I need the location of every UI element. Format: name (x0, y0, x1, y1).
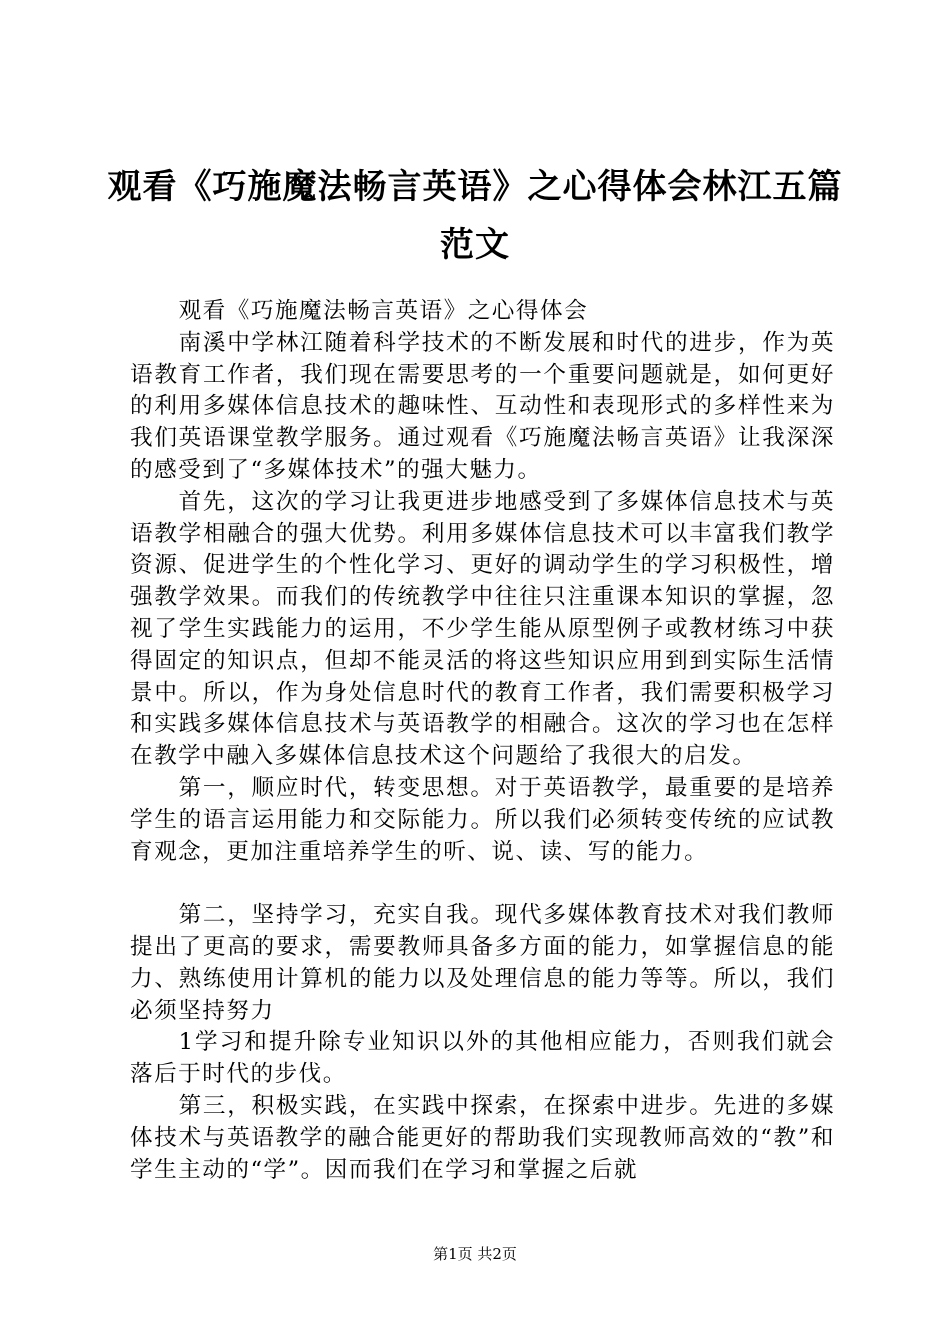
document-body (130, 296, 835, 1186)
intro-paragraph: 南溪中学林江随着科学技术的不断发展和时代的进步，作为英语教育工作者，我们现在需要思考的一个重要问题就是，如何更好的利用多媒体信息技术的趣味性、互动性和表现形式的多样性来为我们英语课堂教学服务。通过观看《巧施魔法畅言英语》让我深深的感受到了“多媒体技术”的强大魅力。 (130, 329, 835, 483)
point-three-paragraph: 第三，积极实践，在实践中探索，在探索中进步。先进的多媒体技术与英语教学的融合能更好的帮助我们实现教师高效的“教”和学生主动的“学”。因而我们在学习和掌握之后就 (130, 1092, 835, 1183)
page-footer: 第1页 共2页 (433, 1245, 517, 1263)
point-one-paragraph: 第一，顺应时代，转变思想。对于英语教学，最重要的是培养学生的语言运用能力和交际能力。所以我们必须转变传统的应试教育观念，更加注重培养学生的听、说、读、写的能力。 (130, 774, 835, 865)
blank-line (130, 868, 835, 900)
first-point-paragraph: 首先，这次的学习让我更进步地感受到了多媒体信息技术与英语教学相融合的强大优势。利用多媒体信息技术可以丰富我们教学资源、促进学生的个性化学习、更好的调动学生的学习积极性，增强教学效果。而我们的传统教学中往往只注重课本知识的掌握，忽视了学生实践能力的运用，不少学生能从原型例子或教材练习中获得固定的知识点，但却不能灵活的将这些知识应用到到实际生活情景中。所以，作为身处信息时代的教育工作者，我们需要积极学习和实践多媒体信息技术与英语教学的相融合。这次的学习也在怎样在教学中融入多媒体信息技术这个问题给了我很大的启发。 (130, 488, 835, 770)
point-two-continued-paragraph: 1学习和提升除专业知识以外的其他相应能力，否则我们就会落后于时代的步伐。 (130, 1029, 835, 1088)
point-two-paragraph: 第二，坚持学习，充实自我。现代多媒体教育技术对我们教师提出了更高的要求，需要教师具备多方面的能力，如掌握信息的能力、熟练使用计算机的能力以及处理信息的能力等等。所以，我们必须坚持努力 (130, 902, 835, 1024)
subtitle-paragraph: 观看《巧施魔法畅言英语》之心得体会 (178, 298, 589, 324)
document-title: 观看《巧施魔法畅言英语》之心得体会林江五篇范文 (107, 167, 843, 265)
